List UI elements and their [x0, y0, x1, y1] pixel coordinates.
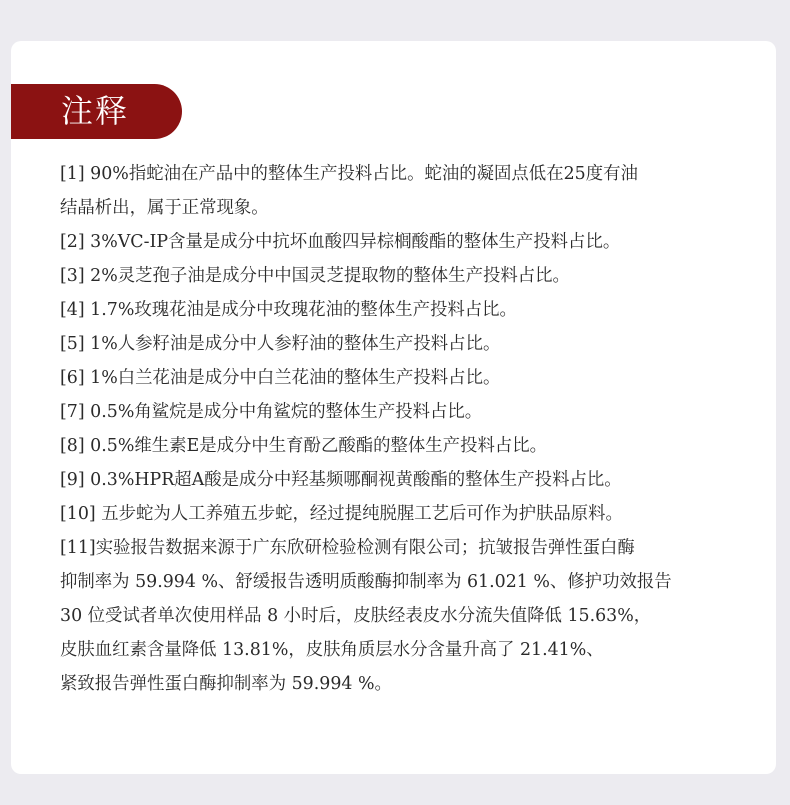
note-line: [7] 0.5%角鲨烷是成分中角鲨烷的整体生产投料占比。: [60, 402, 483, 422]
note-line: [11]实验报告数据来源于广东欣研检验检测有限公司；抗皱报告弹性蛋白酶: [60, 538, 635, 558]
note-line: [10] 五步蛇为人工养殖五步蛇，经过提纯脱腥工艺后可作为护肤品原料。: [60, 504, 623, 524]
note-line: [9] 0.3%HPR超A酸是成分中羟基频哪酮视黄酸酯的整体生产投料占比。: [60, 470, 622, 490]
note-line: 结晶析出，属于正常现象。: [60, 198, 269, 218]
note-line: [4] 1.7%玫瑰花油是成分中玫瑰花油的整体生产投料占比。: [60, 300, 517, 320]
note-line: 抑制率为 59.994 %、舒缓报告透明质酸酶抑制率为 61.021 %、修护功效报告: [60, 572, 672, 592]
note-line: 皮肤血红素含量降低 13.81%，皮肤角质层水分含量升高了 21.41%、: [60, 640, 604, 660]
note-line: [3] 2%灵芝孢子油是成分中中国灵芝提取物的整体生产投料占比。: [60, 266, 570, 286]
section-title: 注释: [11, 84, 182, 139]
content-card: [11, 41, 776, 774]
note-line: [5] 1%人参籽油是成分中人参籽油的整体生产投料占比。: [60, 334, 501, 354]
note-line: 30 位受试者单次使用样品 8 小时后，皮肤经表皮水分流失值降低 15.63%，: [60, 606, 652, 626]
note-line: [1] 90%指蛇油在产品中的整体生产投料占比。蛇油的凝固点低在25度有油: [60, 164, 638, 184]
note-line: 紧致报告弹性蛋白酶抑制率为 59.994 %。: [60, 674, 392, 694]
note-line: [8] 0.5%维生素E是成分中生育酚乙酸酯的整体生产投料占比。: [60, 436, 548, 456]
notes-list: [60, 157, 765, 701]
note-line: [2] 3%VC-IP含量是成分中抗坏血酸四异棕榈酸酯的整体生产投料占比。: [60, 232, 621, 252]
note-line: [6] 1%白兰花油是成分中白兰花油的整体生产投料占比。: [60, 368, 501, 388]
